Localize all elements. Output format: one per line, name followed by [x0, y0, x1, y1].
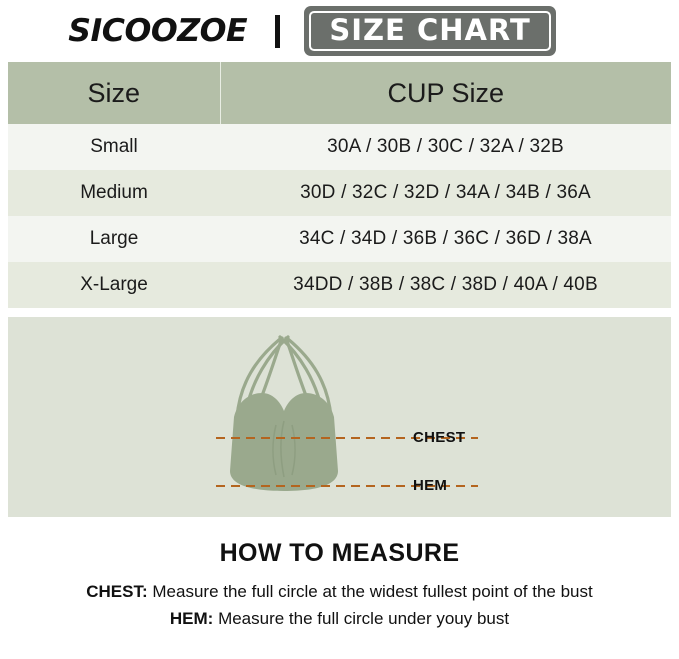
cell-cup-size: 34C / 34D / 36B / 36C / 36D / 38A — [220, 216, 671, 262]
chest-instruction-term: CHEST: — [86, 582, 148, 601]
hem-instruction-text: Measure the full circle under youy bust — [218, 609, 510, 628]
header-divider — [275, 15, 280, 48]
table-body — [8, 124, 671, 308]
brand-logo: SICOOZOE — [68, 13, 248, 49]
cell-cup-size: 30A / 30B / 30C / 32A / 32B — [220, 124, 671, 170]
size-table — [8, 62, 671, 308]
header — [0, 0, 679, 62]
how-to-measure-title: HOW TO MEASURE — [219, 539, 460, 567]
cell-cup-size: 30D / 32C / 32D / 34A / 34B / 36A — [220, 170, 671, 216]
page-title: SIZE CHART — [309, 11, 550, 51]
cell-size: Large — [8, 216, 220, 262]
hem-instruction-term: HEM: — [169, 609, 214, 628]
table-row — [8, 216, 671, 262]
cell-size: Small — [8, 124, 220, 170]
hem-label: HEM — [413, 477, 448, 494]
cell-size: Medium — [8, 170, 220, 216]
size-chart-title-pill — [304, 6, 555, 56]
table-header-row — [8, 62, 671, 124]
table-row — [8, 124, 671, 170]
table-header — [8, 62, 671, 124]
measurement-illustration-panel — [8, 317, 671, 517]
chest-instruction-text: Measure the full circle at the widest fullest point of the bust — [152, 582, 593, 601]
cell-size: X-Large — [8, 262, 220, 308]
measurement-guides — [8, 317, 671, 517]
table-row — [8, 170, 671, 216]
table-row — [8, 262, 671, 308]
column-header-size: Size — [8, 62, 220, 124]
hem-instruction — [0, 609, 679, 629]
chest-instruction — [0, 582, 679, 602]
column-header-cup-size: CUP Size — [220, 62, 671, 124]
cell-cup-size: 34DD / 38B / 38C / 38D / 40A / 40B — [220, 262, 671, 308]
chest-label: CHEST — [413, 429, 466, 446]
